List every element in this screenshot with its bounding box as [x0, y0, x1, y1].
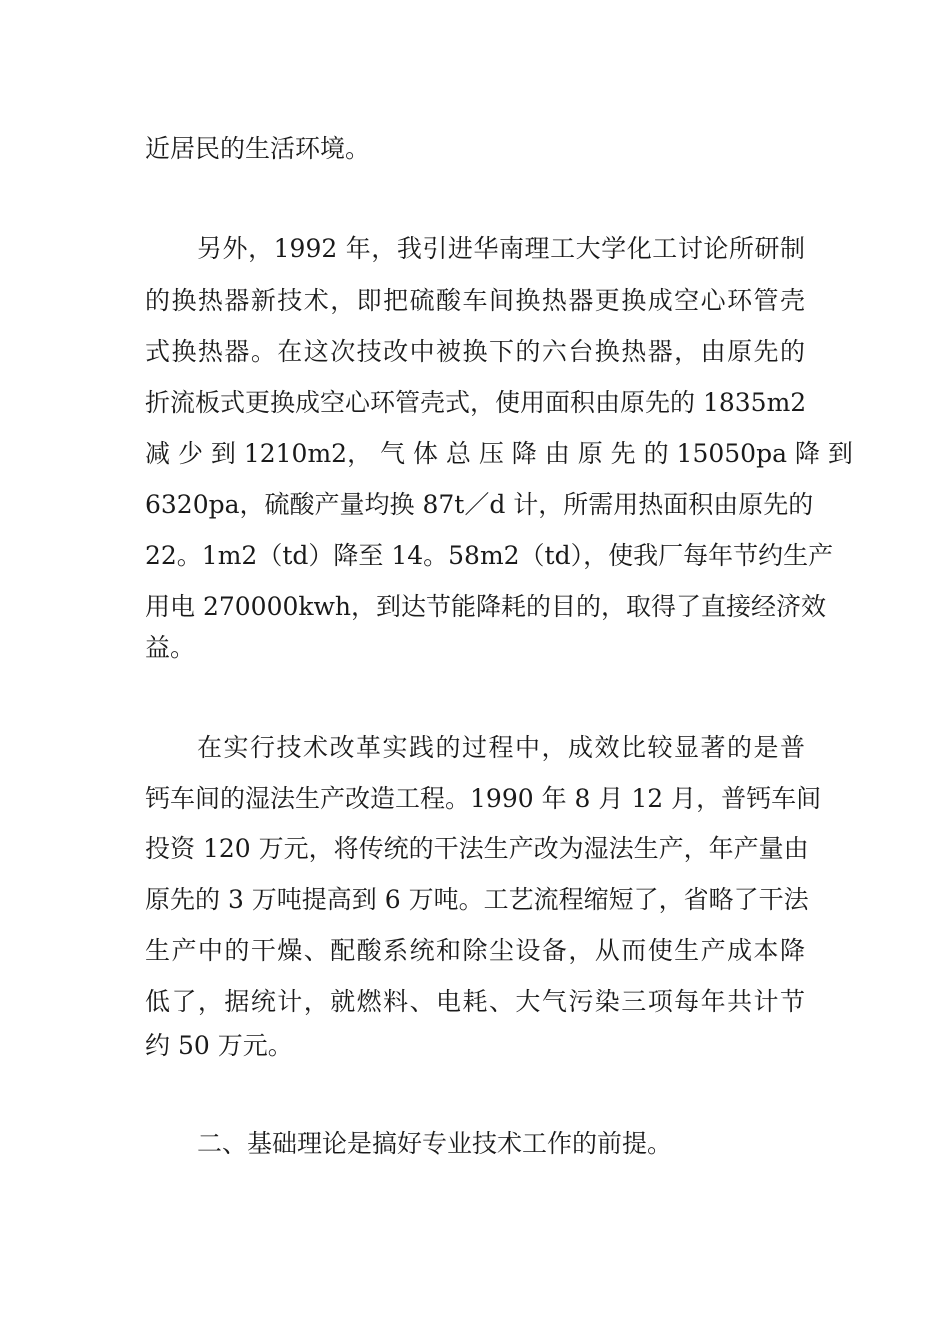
paragraph-line: 折流板式更换成空心环管壳式，使用面积由原先的 1835m2	[145, 388, 807, 417]
paragraph-line: 生产中的干燥、配酸系统和除尘设备，从而使生产成本降	[145, 936, 805, 965]
section-heading: 二、基础理论是搞好专业技术工作的前提。	[197, 1129, 673, 1158]
paragraph-line: 投资 120 万元，将传统的干法生产改为湿法生产，年产量由	[145, 834, 809, 863]
paragraph-line: 另外，1992 年，我引进华南理工大学化工讨论所研制	[197, 234, 805, 263]
paragraph-line: 益。	[145, 633, 196, 662]
paragraph-line: 式换热器。在这次技改中被换下的六台换热器，由原先的	[145, 337, 805, 366]
paragraph-line: 钙车间的湿法生产改造工程。1990 年 8 月 12 月，普钙车间	[145, 784, 822, 813]
paragraph-line: 6320pa，硫酸产量均换 87t／d 计，所需用热面积由原先的	[145, 490, 814, 519]
paragraph-line: 减 少 到 1210m2， 气 体 总 压 降 由 原 先 的 15050pa 降 到	[145, 439, 853, 468]
paragraph-line: 的换热器新技术，即把硫酸车间换热器更换成空心环管壳	[145, 286, 805, 315]
paragraph-line: 近居民的生活环境。	[145, 134, 371, 163]
paragraph-line: 在实行技术改革实践的过程中，成效比较显著的是普	[197, 733, 805, 762]
paragraph-line: 用电 270000kwh，到达节能降耗的目的，取得了直接经济效	[145, 592, 827, 621]
paragraph-line: 22。1m2（td）降至 14。58m2（td），使我厂每年节约生产	[145, 541, 834, 570]
paragraph-line: 原先的 3 万吨提高到 6 万吨。工艺流程缩短了，省略了干法	[145, 885, 809, 914]
paragraph-line: 低了，据统计，就燃料、电耗、大气污染三项每年共计节	[145, 987, 805, 1016]
paragraph-line: 约 50 万元。	[145, 1031, 293, 1060]
